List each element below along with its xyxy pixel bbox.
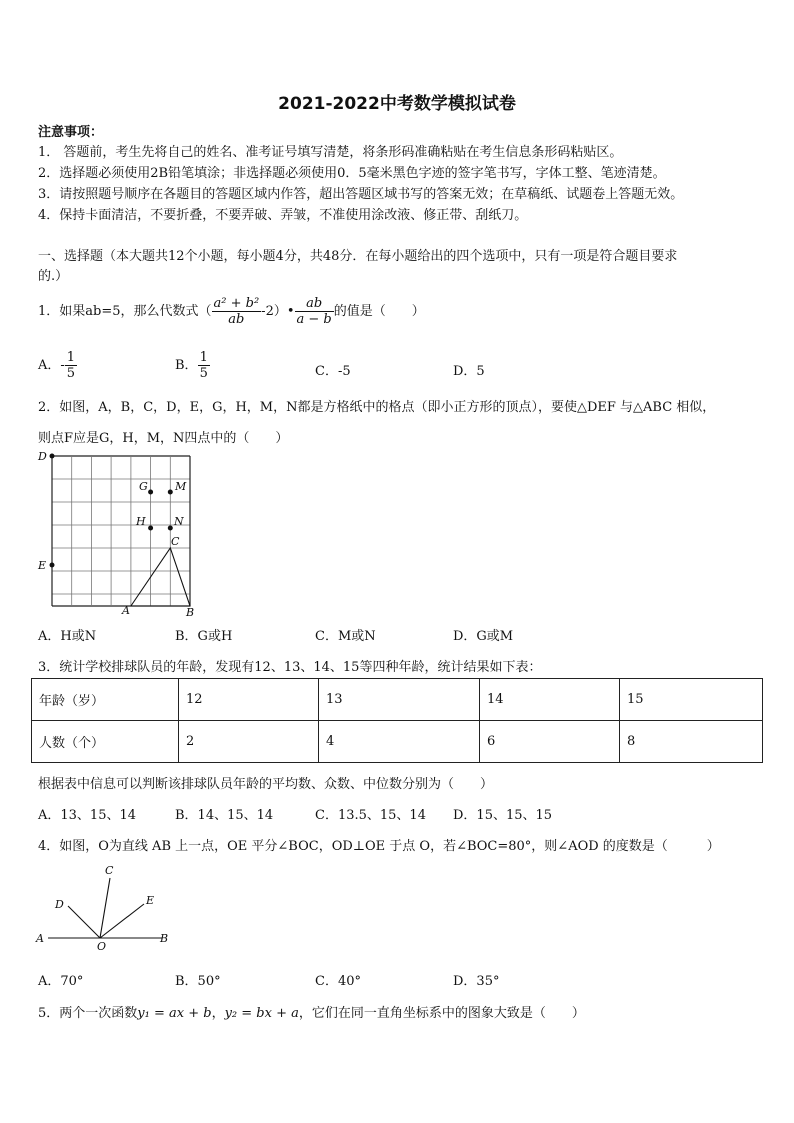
- point-m: [168, 490, 173, 495]
- q1-frac2-num: ab: [295, 296, 334, 312]
- q3-option-a: A．13、15、14: [38, 808, 137, 823]
- label-c: C: [171, 535, 180, 548]
- label-o: O: [97, 940, 107, 952]
- q1-b-num: 1: [199, 350, 208, 365]
- section-heading: 一、选择题（本大题共12个小题，每小题4分，共48分．在每小题给出的四个选项中，只有一项是符合题目要求: [38, 249, 678, 264]
- q1-fraction-1: [212, 296, 262, 327]
- q1-frac2-den: a − b: [296, 312, 332, 327]
- triangle-abc: [131, 548, 190, 606]
- q3-table: [31, 678, 763, 763]
- q5-y2: y₂ = bx + a: [224, 1006, 299, 1021]
- table-cell: 8: [620, 721, 763, 763]
- question-2-line1: 2．如图，A，B，C，D，E，G，H，M，N都是方格纸中的格点（即小正方形的顶点），要使△DEF 与△ABC 相似，: [38, 400, 716, 415]
- q3-after: 根据表中信息可以判断该排球队员年龄的平均数、众数、中位数分别为（ ）: [38, 777, 494, 792]
- point-e: [50, 563, 55, 568]
- table-cell: 年龄（岁）: [32, 679, 179, 721]
- q1-option-c: C．-5: [315, 364, 351, 379]
- question-2-line2: 则点F应是G，H，M，N四点中的（ ）: [38, 431, 289, 446]
- q1-a-den: 5: [66, 366, 76, 381]
- q1-a-num: 1: [66, 350, 76, 365]
- point-n: [168, 526, 173, 531]
- section-heading-cont: 的.）: [38, 269, 69, 284]
- notice-item: 3．请按照题号顺序在各题目的答题区域内作答，超出答题区域书写的答案无效；在草稿纸、试题卷上答题无效。: [38, 187, 684, 202]
- ray-oc: [100, 878, 110, 938]
- table-cell: 6: [480, 721, 620, 763]
- label-d: D: [38, 450, 47, 463]
- label-c: C: [105, 864, 114, 877]
- q1-b-den: 5: [199, 366, 208, 381]
- q1-prefix: 1．如果ab=5，那么代数式（: [38, 304, 212, 319]
- q5-sep: ，: [211, 1006, 225, 1021]
- table-cell: 13: [319, 679, 480, 721]
- question-5: [38, 1002, 585, 1021]
- q4-option-b: B．50°: [175, 974, 221, 989]
- label-b: B: [186, 606, 195, 619]
- q5-y1: y₁ = ax + b: [137, 1006, 212, 1021]
- label-n: N: [174, 515, 184, 528]
- question-3: 3．统计学校排球队员的年龄，发现有12、13、14、15等四种年龄，统计结果如下表：: [38, 660, 542, 675]
- table-cell: 12: [179, 679, 319, 721]
- q1-suffix: 的值是（ ）: [333, 304, 425, 319]
- q2-grid-figure: [34, 448, 204, 620]
- table-cell: 人数（个）: [32, 721, 179, 763]
- q1-option-a-label: A．-: [38, 358, 65, 373]
- q1-mid: -2）•: [261, 304, 295, 319]
- q2-option-d: D．G或M: [453, 629, 514, 644]
- q1-option-a-frac: [65, 350, 77, 381]
- label-a: A: [122, 604, 130, 617]
- table-cell: 2: [179, 721, 319, 763]
- q1-frac1-den: ab: [228, 312, 245, 327]
- q5-suffix: ，它们在同一直角坐标系中的图象大致是（ ）: [298, 1006, 585, 1021]
- q1-option-b: [175, 350, 210, 381]
- point-d: [50, 454, 55, 459]
- label-g: G: [139, 480, 148, 493]
- table-row: [32, 679, 763, 721]
- q4-option-c: C．40°: [315, 974, 361, 989]
- table-row: [32, 721, 763, 763]
- label-a: A: [36, 932, 44, 945]
- ray-oe: [100, 904, 144, 938]
- label-b: B: [160, 932, 169, 945]
- notice-item: 4．保持卡面清洁，不要折叠，不要弄破、弄皱，不准使用涂改液、修正带、刮纸刀。: [38, 208, 528, 223]
- q2-option-b: B．G或H: [175, 629, 233, 644]
- label-m: M: [175, 480, 187, 493]
- label-h: H: [136, 515, 146, 528]
- label-e: E: [38, 559, 47, 572]
- q1-option-b-frac: [198, 350, 210, 381]
- q4-option-d: D．35°: [453, 974, 500, 989]
- q3-option-c: C．13.5、15、14: [315, 808, 426, 823]
- notice-heading: 注意事项：: [38, 125, 104, 140]
- q1-option-d: D．5: [453, 364, 485, 379]
- ray-od: [68, 906, 100, 938]
- table-cell: 15: [620, 679, 763, 721]
- q4-angle-figure: [34, 862, 184, 952]
- q4-option-a: A．70°: [38, 974, 84, 989]
- notice-item: 2．选择题必须使用2B铅笔填涂；非选择题必须使用0．5毫米黑色字迹的签字笔书写，字体工整、笔迹清楚。: [38, 166, 666, 181]
- notice-item: 1． 答题前，考生先将自己的姓名、准考证号填写清楚，将条形码准确粘贴在考生信息条形码粘贴区。: [38, 145, 623, 160]
- label-d: D: [55, 898, 64, 911]
- q2-option-a: A．H或N: [38, 629, 97, 644]
- q2-grid-lines: [52, 456, 190, 606]
- page-title: 2021-2022中考数学模拟试卷: [278, 94, 516, 114]
- q2-option-c: C．M或N: [315, 629, 376, 644]
- label-e: E: [146, 894, 155, 907]
- q1-option-b-label: B．: [175, 358, 198, 373]
- point-h: [148, 526, 153, 531]
- q5-prefix: 5．两个一次函数: [38, 1006, 138, 1021]
- question-1: [38, 296, 425, 327]
- q1-option-a: [38, 350, 77, 381]
- q1-frac1-num: a² + b²: [213, 296, 260, 311]
- q3-option-b: B．14、15、14: [175, 808, 274, 823]
- question-4: 4．如图，O为直线 AB 上一点，OE 平分∠BOC，OD⊥OE 于点 O，若∠BOC=80°，则∠AOD 的度数是（ ）: [38, 839, 720, 854]
- q1-fraction-2: [295, 296, 334, 327]
- table-cell: 14: [480, 679, 620, 721]
- table-cell: 4: [319, 721, 480, 763]
- point-g: [148, 490, 153, 495]
- q3-option-d: D．15、15、15: [453, 808, 553, 823]
